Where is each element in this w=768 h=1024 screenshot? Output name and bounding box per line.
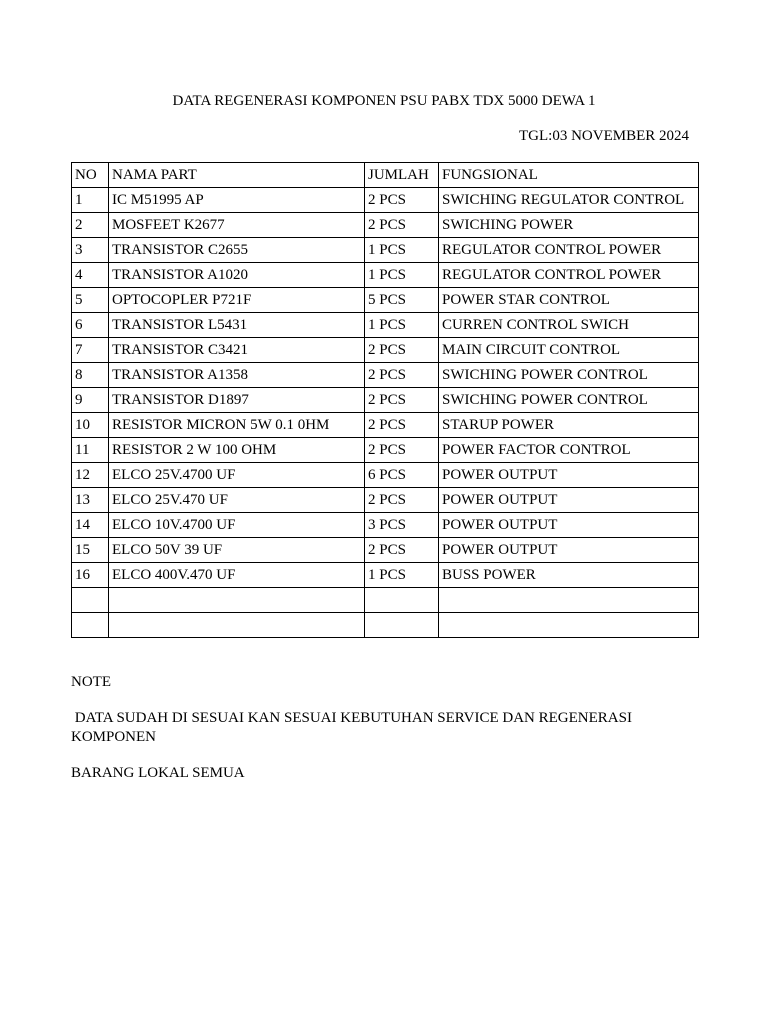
cell-jumlah: 2 PCS xyxy=(365,438,439,463)
cell-jumlah: 2 PCS xyxy=(365,413,439,438)
cell-fungsional: SWICHING POWER xyxy=(439,213,699,238)
cell-jumlah: 2 PCS xyxy=(365,338,439,363)
cell-fungsional: MAIN CIRCUIT CONTROL xyxy=(439,338,699,363)
header-no: NO xyxy=(72,163,109,188)
parts-table xyxy=(71,162,699,638)
notes-section xyxy=(71,673,671,783)
table-row xyxy=(72,338,699,363)
table-header-row xyxy=(72,163,699,188)
cell-jumlah: 2 PCS xyxy=(365,388,439,413)
table-row xyxy=(72,263,699,288)
cell-fungsional: POWER OUTPUT xyxy=(439,513,699,538)
cell-fungsional: REGULATOR CONTROL POWER xyxy=(439,238,699,263)
cell-nama-part: TRANSISTOR D1897 xyxy=(109,388,365,413)
table-row xyxy=(72,613,699,638)
cell-jumlah: 5 PCS xyxy=(365,288,439,313)
cell-fungsional: REGULATOR CONTROL POWER xyxy=(439,263,699,288)
table-row xyxy=(72,513,699,538)
table-row xyxy=(72,238,699,263)
cell-no: 2 xyxy=(72,213,109,238)
cell-nama-part: TRANSISTOR C3421 xyxy=(109,338,365,363)
cell-fungsional: POWER OUTPUT xyxy=(439,463,699,488)
cell-fungsional: POWER OUTPUT xyxy=(439,488,699,513)
table-row xyxy=(72,463,699,488)
table-row xyxy=(72,188,699,213)
header-nama-part: NAMA PART xyxy=(109,163,365,188)
cell-jumlah: 2 PCS xyxy=(365,488,439,513)
cell-nama-part: RESISTOR MICRON 5W 0.1 0HM xyxy=(109,413,365,438)
cell-jumlah: 1 PCS xyxy=(365,313,439,338)
cell-jumlah: 2 PCS xyxy=(365,538,439,563)
cell-nama-part: TRANSISTOR A1358 xyxy=(109,363,365,388)
cell-jumlah: 3 PCS xyxy=(365,513,439,538)
cell-no xyxy=(72,588,109,613)
cell-no: 1 xyxy=(72,188,109,213)
cell-jumlah: 1 PCS xyxy=(365,263,439,288)
document-title: DATA REGENERASI KOMPONEN PSU PABX TDX 5000 DEWA 1 xyxy=(172,93,596,109)
document-date: TGL:03 NOVEMBER 2024 xyxy=(519,128,689,144)
cell-fungsional: SWICHING REGULATOR CONTROL xyxy=(439,188,699,213)
cell-jumlah: 2 PCS xyxy=(365,363,439,388)
cell-jumlah: 2 PCS xyxy=(365,188,439,213)
cell-nama-part: IC M51995 AP xyxy=(109,188,365,213)
cell-jumlah xyxy=(365,588,439,613)
cell-no: 12 xyxy=(72,463,109,488)
cell-no: 9 xyxy=(72,388,109,413)
cell-nama-part: ELCO 50V 39 UF xyxy=(109,538,365,563)
table-row xyxy=(72,438,699,463)
cell-no: 16 xyxy=(72,563,109,588)
table-row xyxy=(72,363,699,388)
cell-nama-part: ELCO 25V.4700 UF xyxy=(109,463,365,488)
cell-fungsional xyxy=(439,613,699,638)
cell-fungsional: POWER STAR CONTROL xyxy=(439,288,699,313)
cell-fungsional: POWER OUTPUT xyxy=(439,538,699,563)
cell-fungsional: BUSS POWER xyxy=(439,563,699,588)
table-row xyxy=(72,413,699,438)
cell-jumlah: 1 PCS xyxy=(365,563,439,588)
table-row xyxy=(72,288,699,313)
table-row xyxy=(72,213,699,238)
table-row xyxy=(72,588,699,613)
cell-no: 11 xyxy=(72,438,109,463)
cell-no: 15 xyxy=(72,538,109,563)
cell-fungsional: POWER FACTOR CONTROL xyxy=(439,438,699,463)
cell-fungsional: CURREN CONTROL SWICH xyxy=(439,313,699,338)
cell-nama-part: RESISTOR 2 W 100 OHM xyxy=(109,438,365,463)
cell-no: 6 xyxy=(72,313,109,338)
cell-fungsional: STARUP POWER xyxy=(439,413,699,438)
cell-jumlah: 1 PCS xyxy=(365,238,439,263)
table-row xyxy=(72,563,699,588)
cell-fungsional: SWICHING POWER CONTROL xyxy=(439,388,699,413)
table-row xyxy=(72,488,699,513)
cell-jumlah: 2 PCS xyxy=(365,213,439,238)
cell-nama-part: ELCO 400V.470 UF xyxy=(109,563,365,588)
cell-nama-part: MOSFEET K2677 xyxy=(109,213,365,238)
cell-no: 4 xyxy=(72,263,109,288)
table-row xyxy=(72,388,699,413)
cell-nama-part: TRANSISTOR A1020 xyxy=(109,263,365,288)
cell-nama-part xyxy=(109,588,365,613)
cell-no: 10 xyxy=(72,413,109,438)
table-row xyxy=(72,538,699,563)
cell-jumlah xyxy=(365,613,439,638)
cell-nama-part: ELCO 25V.470 UF xyxy=(109,488,365,513)
note-heading: NOTE xyxy=(71,674,111,690)
cell-no: 5 xyxy=(72,288,109,313)
cell-nama-part: TRANSISTOR L5431 xyxy=(109,313,365,338)
cell-nama-part xyxy=(109,613,365,638)
cell-no xyxy=(72,613,109,638)
cell-nama-part: ELCO 10V.4700 UF xyxy=(109,513,365,538)
cell-no: 3 xyxy=(72,238,109,263)
header-fungsional: FUNGSIONAL xyxy=(439,163,699,188)
header-jumlah: JUMLAH xyxy=(365,163,439,188)
cell-jumlah: 6 PCS xyxy=(365,463,439,488)
parts-table-body xyxy=(72,163,699,638)
cell-no: 14 xyxy=(72,513,109,538)
note-text-2: BARANG LOKAL SEMUA xyxy=(71,765,245,781)
cell-fungsional: SWICHING POWER CONTROL xyxy=(439,363,699,388)
cell-nama-part: OPTOCOPLER P721F xyxy=(109,288,365,313)
cell-no: 8 xyxy=(72,363,109,388)
cell-no: 13 xyxy=(72,488,109,513)
cell-nama-part: TRANSISTOR C2655 xyxy=(109,238,365,263)
cell-fungsional xyxy=(439,588,699,613)
note-text: DATA SUDAH DI SESUAI KAN SESUAI KEBUTUHAN SERVICE DAN REGENERASI KOMPONEN xyxy=(71,710,636,745)
table-row xyxy=(72,313,699,338)
cell-no: 7 xyxy=(72,338,109,363)
